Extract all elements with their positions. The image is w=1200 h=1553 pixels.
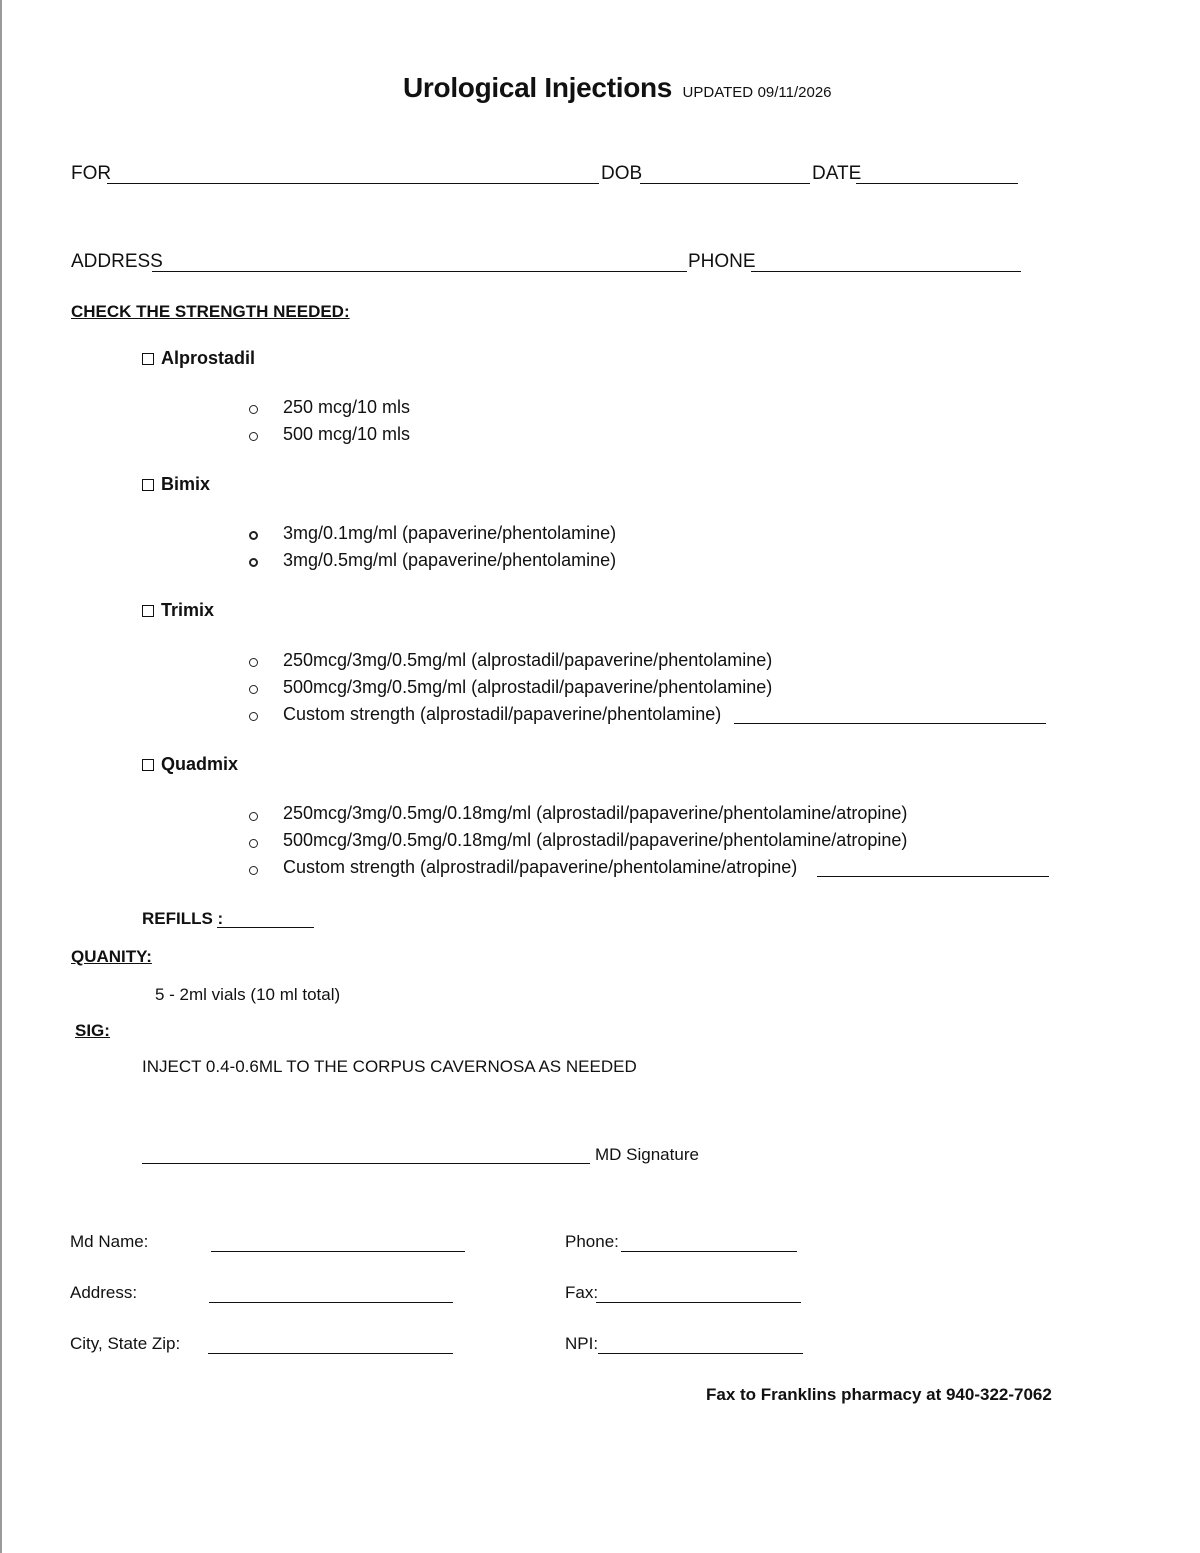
sig-heading: SIG: [75,1021,110,1040]
md-phone-field[interactable] [621,1251,797,1252]
bullet-icon[interactable] [249,812,258,821]
checkbox-icon[interactable] [142,353,154,365]
refills-field[interactable] [217,927,314,928]
bullet-icon[interactable] [249,405,258,414]
bullet-icon[interactable] [249,531,258,540]
quadmix-strength-2[interactable]: 500mcg/3mg/0.5mg/0.18mg/ml (alprostadil/papaverine/phentolamine/atropine) [283,830,908,850]
medication-name: Alprostadil [161,348,256,368]
bullet-icon[interactable] [249,866,258,875]
md-name-field[interactable] [211,1251,465,1252]
md-npi-field[interactable] [598,1353,803,1354]
alprostadil-strength-2[interactable]: 500 mcg/10 mls [283,424,411,444]
date-field[interactable] [856,183,1018,184]
md-city-state-zip-label: City, State Zip: [70,1334,181,1353]
quadmix-custom-strength[interactable]: Custom strength (alprostradil/papaverine/phentolamine/atropine) [283,857,798,877]
bullet-icon[interactable] [249,658,258,667]
page-edge [0,0,2,1553]
checkbox-icon[interactable] [142,605,154,617]
bullet-icon[interactable] [249,712,258,721]
sig-instruction: INJECT 0.4-0.6ML TO THE CORPUS CAVERNOSA AS NEEDED [142,1057,637,1076]
updated-date: 09/11/2026 [757,84,832,101]
bimix-option[interactable] [142,474,210,495]
md-phone-label: Phone: [565,1232,619,1251]
checkbox-icon[interactable] [142,759,154,771]
trimix-option[interactable] [142,600,214,621]
for-field[interactable] [107,183,599,184]
fax-instructions: Fax to Franklins pharmacy at 940-322-7062 [706,1385,1052,1404]
page-title: Urological Injections [403,72,673,103]
medication-name: Quadmix [161,754,239,774]
quantity-heading: QUANITY: [71,947,152,966]
medication-name: Trimix [161,600,215,620]
address-field[interactable] [152,271,687,272]
dob-field[interactable] [640,183,810,184]
trimix-strength-1[interactable]: 250mcg/3mg/0.5mg/ml (alprostadil/papaverine/phentolamine) [283,650,773,670]
md-signature-label: MD Signature [595,1145,699,1164]
bullet-icon[interactable] [249,558,258,567]
md-signature-field[interactable] [142,1163,590,1164]
quadmix-option[interactable] [142,754,238,775]
quadmix-strength-1[interactable]: 250mcg/3mg/0.5mg/0.18mg/ml (alprostadil/papaverine/phentolamine/atropine) [283,803,908,823]
md-fax-field[interactable] [596,1302,801,1303]
quantity-value: 5 - 2ml vials (10 ml total) [155,985,341,1004]
date-label: DATE [812,163,862,184]
trimix-custom-strength[interactable]: Custom strength (alprostadil/papaverine/phentolamine) [283,704,722,724]
alprostadil-option[interactable] [142,348,255,369]
page-title-block [403,72,832,104]
bimix-strength-2[interactable]: 3mg/0.5mg/ml (papaverine/phentolamine) [283,550,617,570]
md-address-field[interactable] [209,1302,453,1303]
address-label: ADDRESS [71,251,163,272]
md-npi-label: NPI: [565,1334,599,1353]
md-fax-label: Fax: [565,1283,599,1302]
for-label: FOR [71,163,112,184]
phone-label: PHONE [688,251,756,272]
bullet-icon[interactable] [249,432,258,441]
alprostadil-strength-1[interactable]: 250 mcg/10 mls [283,397,411,417]
refills-label: REFILLS : [142,909,224,928]
bimix-strength-1[interactable]: 3mg/0.1mg/ml (papaverine/phentolamine) [283,523,617,543]
dob-label: DOB [601,163,643,184]
checkbox-icon[interactable] [142,479,154,491]
trimix-custom-field[interactable] [734,723,1046,724]
md-city-state-zip-field[interactable] [208,1353,453,1354]
phone-field[interactable] [751,271,1021,272]
bullet-icon[interactable] [249,839,258,848]
trimix-strength-2[interactable]: 500mcg/3mg/0.5mg/ml (alprostadil/papaverine/phentolamine) [283,677,773,697]
updated-label: UPDATED [682,84,754,101]
strength-heading: CHECK THE STRENGTH NEEDED: [71,302,350,321]
bullet-icon[interactable] [249,685,258,694]
md-name-label: Md Name: [70,1232,149,1251]
md-address-label: Address: [70,1283,138,1302]
quadmix-custom-field[interactable] [817,876,1049,877]
medication-name: Bimix [161,474,211,494]
